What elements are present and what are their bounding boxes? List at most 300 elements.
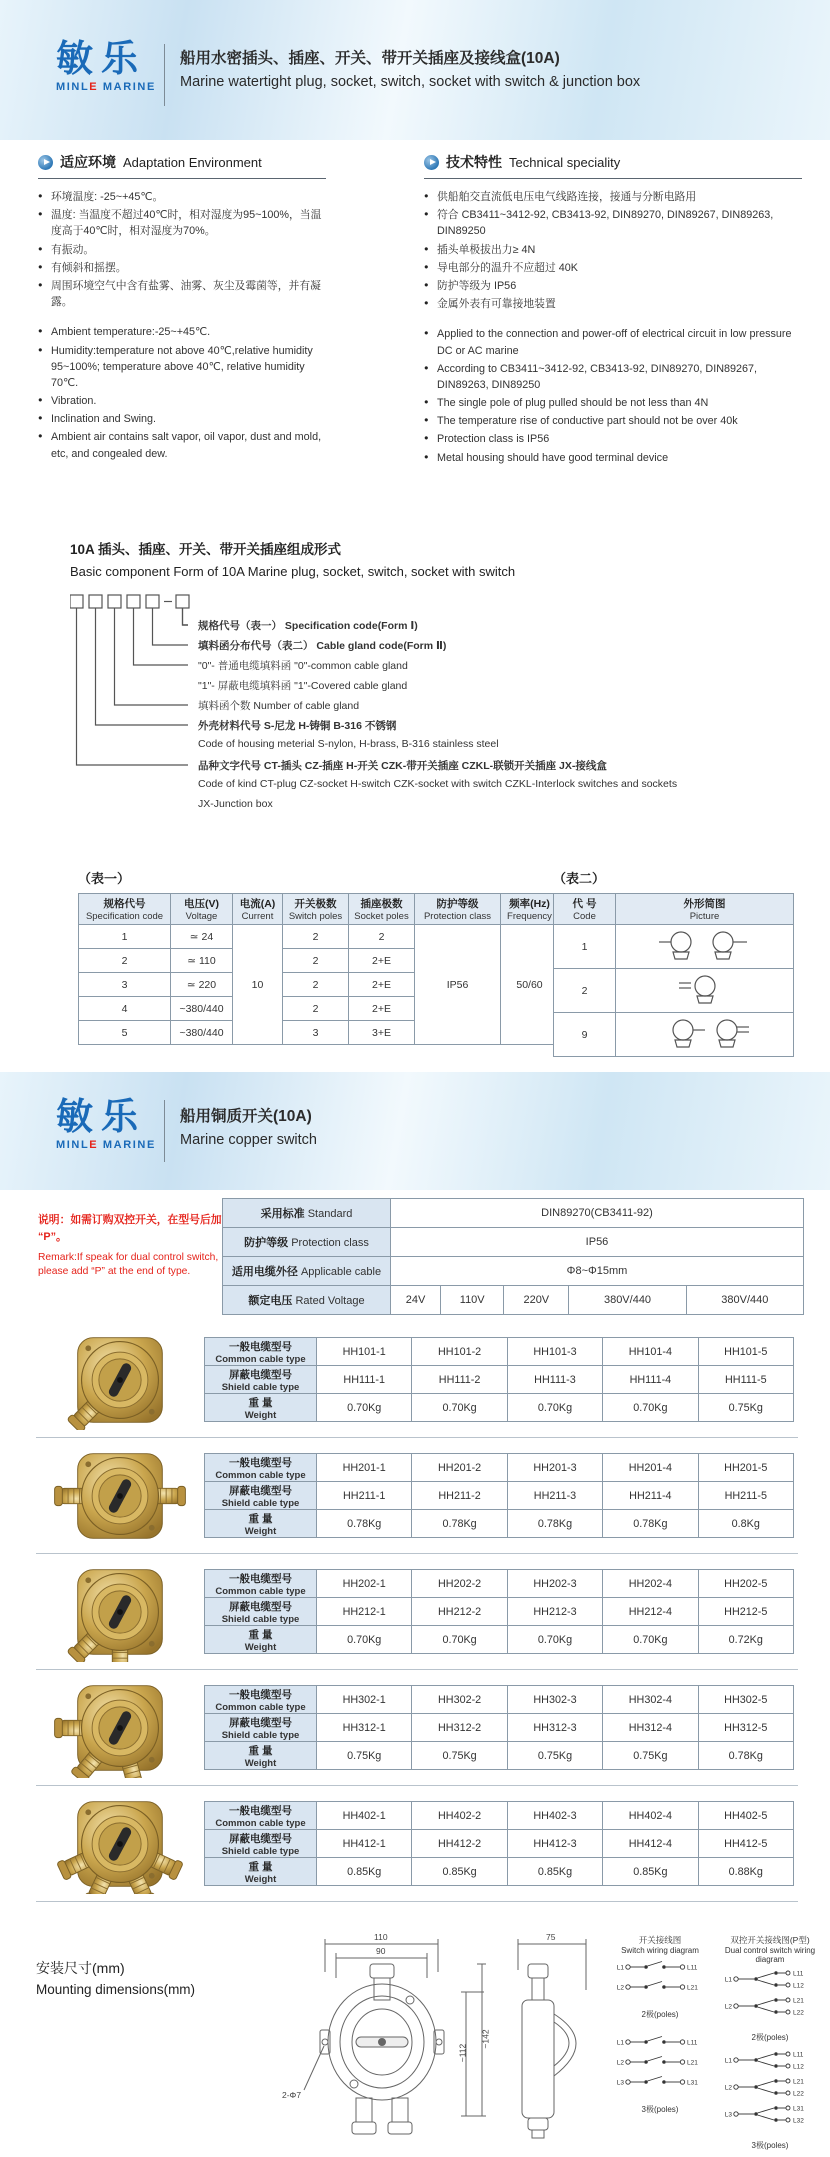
adaptation-list-cn [38,189,326,310]
svg-text:L31: L31 [793,2105,804,2113]
table-cell: HH111-5 [698,1366,793,1394]
table-cell: 2 [283,997,349,1021]
table-cell: HH412-4 [603,1830,698,1858]
front-view-svg [270,1930,500,2145]
table-cell: 0.85Kg [412,1858,507,1886]
col-header: 外形简图 Picture [616,894,794,925]
form2-table [553,893,794,1057]
adaptation-header [38,152,326,179]
table-cell: 0.78Kg [412,1510,507,1538]
table-cell: 0.70Kg [507,1626,602,1654]
dim-112: ~112 [457,2043,468,2063]
product-image [36,1561,204,1663]
table-cell: 380V/440 [686,1286,803,1315]
dim-142: ~142 [480,2029,491,2049]
wiring-pole [610,2074,710,2089]
svg-text:L12: L12 [793,2063,804,2071]
col-header: 开关极数 Switch poles [283,894,349,925]
table-cell: HH212-1 [317,1598,412,1626]
wiring-pole [610,1979,710,1994]
svg-text:L21: L21 [793,2078,804,2086]
row-header: 重 量 Weight [205,1742,317,1770]
list-item: ● Ambient air contains salt vapor, oil vapor, dust and mold, etc, and congealed dew. [38,429,326,461]
table-cell: 1 [554,925,616,969]
table-cell: 9 [554,1013,616,1057]
dual-3pole-diagram [716,2049,824,2130]
table-cell: 2 [79,949,171,973]
gland-layout-icon [657,1016,753,1050]
logo-en-part2: MARINE [98,81,156,93]
list-item: ● Protection class is IP56 [424,431,802,447]
col-header: 频率(Hz) Frequency [501,894,559,925]
table-cell: HH101-2 [412,1338,507,1366]
table-cell: HH201-1 [317,1454,412,1482]
svg-text:L12: L12 [793,1982,804,1990]
list-item: ● Ambient temperature:-25~+45℃. [38,324,326,340]
adaptation-list-en [38,324,326,462]
code-label [198,758,607,773]
page-title-cn: 船用水密插头、插座、开关、带开关插座及接线盒(10A) [180,50,560,67]
table-row [223,1199,804,1228]
row-header: 防护等级 Protection class [223,1228,391,1257]
logo-en-accent: E [89,81,99,93]
mounting-title-en: Mounting dimensions(mm) [36,1982,196,1997]
table-cell: HH402-1 [317,1802,412,1830]
table-cell: HH212-5 [698,1598,793,1626]
row-header: 采用标准 Standard [223,1199,391,1228]
table-cell: HH212-2 [412,1598,507,1626]
table-cell: ≃ 24 [171,925,233,949]
table-cell: 5 [79,1021,171,1045]
table-cell: HH202-5 [698,1570,793,1598]
svg-text:L2: L2 [724,2003,732,2011]
table-cell: 0.70Kg [507,1394,602,1422]
table-header-row [79,894,559,925]
section2-title-en: Marine copper switch [180,1132,317,1148]
table-row [79,925,559,949]
company-logo [56,1095,156,1151]
component-form-title-cn: 10A 插头、插座、开关、带开关插座组成形式 [70,542,342,557]
technical-section [424,152,802,468]
table-cell: HH412-1 [317,1830,412,1858]
table-cell: HH202-4 [603,1570,698,1598]
list-item: ● 插头单极拔出力≥ 4N [424,242,802,258]
table-cell: HH302-3 [507,1686,602,1714]
list-item: ● 金属外表有可靠接地装置 [424,296,802,312]
side-view-drawing [498,1930,598,2145]
col-header: 插座极数 Socket poles [349,894,415,925]
remark-cn: 说明：如需订购双控开关，在型号后加 “P”。 [38,1214,222,1244]
table-cell: HH212-4 [603,1598,698,1626]
product-row [36,1322,798,1438]
col-header: 电流(A) Current [233,894,283,925]
svg-text:L11: L11 [687,2039,698,2047]
dual-2pole-diagram [716,1968,824,2022]
code-label [198,618,418,633]
table-row [205,1858,794,1886]
svg-text:L11: L11 [793,2051,804,2059]
table-cell: 2 [283,973,349,997]
table-cell: 0.70Kg [317,1394,412,1422]
row-header: 一般电缆型号 Common cable type [205,1570,317,1598]
svg-text:L2: L2 [616,1984,624,1992]
table-cell: 0.78Kg [603,1510,698,1538]
table-cell: 0.75Kg [603,1742,698,1770]
code-diagram [70,593,800,833]
header-divider [164,44,165,106]
table-cell: 0.78Kg [507,1510,602,1538]
product-row [36,1554,798,1670]
mounting-title-cn: 安装尺寸(mm) [36,1960,125,1976]
table-cell: 2 [283,925,349,949]
code-label-text: 规格代号（表一） Specification code(Form Ⅰ) [198,620,418,632]
table-row [554,925,794,969]
table-cell: HH302-5 [698,1686,793,1714]
list-item: ● The single pole of plug pulled should be not less than 4N [424,395,802,411]
form1-table [78,893,559,1045]
table-cell: Φ8~Φ15mm [391,1257,804,1286]
table-cell: HH211-2 [412,1482,507,1510]
table-cell: HH201-5 [698,1454,793,1482]
product-table [204,1801,794,1886]
row-header: 屏蔽电缆型号 Shield cable type [205,1830,317,1858]
switch-2pole-diagram [608,1959,712,1999]
table-cell: 0.75Kg [507,1742,602,1770]
table-cell: 0.8Kg [698,1510,793,1538]
table-header-row [554,894,794,925]
code-label: 填料函个数 Number of cable gland [198,700,360,712]
remark-en: Remark:If speak for dual control switch, please add “P” at the end of type. [38,1251,219,1278]
component-form-title-en: Basic component Form of 10A Marine plug, socket, switch, socket with switch [70,564,516,579]
logo-en-text [56,1139,156,1151]
list-item: ● 符合 CB3411~3412-92, CB3413-92, DIN89270, DIN89267, DIN89263, DIN89250 [424,207,802,239]
list-item: ● Metal housing should have good terminal device [424,450,802,466]
svg-text:L32: L32 [793,2117,804,2125]
table-cell: DIN89270(CB3411-92) [391,1199,804,1228]
col-header: 防护等级 Protection class [415,894,501,925]
svg-text:L21: L21 [793,1997,804,2005]
table-cell: 2 [349,925,415,949]
section2-title-cn: 船用铜质开关(10A) [180,1108,312,1125]
row-header: 屏蔽电缆型号 Shield cable type [205,1366,317,1394]
dim-75: 75 [546,1932,556,1942]
switch-product-photo [45,1330,195,1430]
table-cell: HH412-5 [698,1830,793,1858]
table-cell: HH111-2 [412,1366,507,1394]
table-row [205,1626,794,1654]
table-cell: HH312-4 [603,1714,698,1742]
table-cell: ≃ 110 [171,949,233,973]
order-remark [38,1212,223,1280]
list-item: ● 环境温度: -25~+45℃。 [38,189,326,205]
switch-product-photo [45,1446,195,1546]
logo-en-part2: MARINE [98,1139,156,1151]
table-row [205,1570,794,1598]
table-cell: HH111-1 [317,1366,412,1394]
table-cell: HH201-3 [507,1454,602,1482]
code-label: JX-Junction box [198,798,273,810]
row-header: 屏蔽电缆型号 Shield cable type [205,1482,317,1510]
wiring-pole [610,2034,710,2049]
switch-product-photo [45,1678,195,1778]
table-row [205,1454,794,1482]
col-header: 规格代号 Specification code [79,894,171,925]
row-header: 一般电缆型号 Common cable type [205,1454,317,1482]
form1-section [78,868,559,1045]
table-cell: HH201-2 [412,1454,507,1482]
table-cell: 0.70Kg [317,1626,412,1654]
table-cell: 0.85Kg [603,1858,698,1886]
table-row [205,1338,794,1366]
table-cell: IP56 [415,925,501,1045]
list-item: ● According to CB3411~3412-92, CB3413-92, DIN89270, DIN89267, DIN89263, DIN89250 [424,361,802,393]
form2-caption: （表二） [553,871,606,886]
table-cell: HH201-4 [603,1454,698,1482]
list-item: ● The temperature rise of conductive part should not be over 40k [424,413,802,429]
table-cell: 0.85Kg [507,1858,602,1886]
wiring-pole [610,2054,710,2069]
table-cell: 0.88Kg [698,1858,793,1886]
code-label [198,718,396,733]
logo-en-part: MINL [56,1139,90,1151]
table-cell [616,925,794,969]
page-title-en: Marine watertight plug, socket, switch, socket with switch & junction box [180,74,641,90]
table-row [205,1394,794,1422]
product-image [36,1677,204,1779]
table-cell: ~380/440 [171,1021,233,1045]
svg-text:L31: L31 [687,2079,698,2087]
gland-layout-icon [657,972,753,1006]
table-cell: HH312-3 [507,1714,602,1742]
svg-text:L1: L1 [616,1964,624,1972]
product-table [204,1569,794,1654]
code-label: Code of housing meterial S-nylon, H-brass, B-316 stainless steel [198,738,499,750]
front-view-drawing [270,1930,500,2145]
table-cell: HH202-1 [317,1570,412,1598]
table-cell: 0.85Kg [317,1858,412,1886]
svg-text:L1: L1 [616,2039,624,2047]
code-label: "0"- 普通电缆填料函 "0"-common cable gland [198,660,408,672]
list-item: ● Inclination and Swing. [38,411,326,427]
list-item: ● 导电部分的温升不应超过 40K [424,260,802,276]
table-cell: HH402-4 [603,1802,698,1830]
table-cell: HH101-1 [317,1338,412,1366]
technical-list-en [424,326,802,466]
svg-text:L22: L22 [793,2090,804,2098]
spec-table-section [222,1198,804,1315]
table-cell: HH312-5 [698,1714,793,1742]
table-cell: ~380/440 [171,997,233,1021]
technical-title-cn: 技术特性 [446,154,502,170]
row-header: 屏蔽电缆型号 Shield cable type [205,1598,317,1626]
section-arrow-icon [38,155,53,170]
product-table [204,1685,794,1770]
table-cell: HH111-3 [507,1366,602,1394]
side-view-svg [498,1930,598,2145]
dual-wiring-title-en: Dual control switch wiring diagram [724,1946,816,1964]
dual-wiring-column [716,1934,824,2151]
svg-text:L22: L22 [793,2009,804,2017]
wiring-pole [718,2049,822,2071]
product-table [204,1337,794,1422]
table-cell: 0.70Kg [603,1394,698,1422]
wiring-pole [610,1959,710,1974]
list-item: ● 防护等级为 IP56 [424,278,802,294]
table-row [223,1286,804,1315]
product-list [36,1322,798,1902]
svg-text:L2: L2 [616,2059,624,2067]
table-cell: HH312-1 [317,1714,412,1742]
code-label: Code of kind CT-plug CZ-socket H-switch CZK-socket with switch CZKL-Interlock switches and sockets [198,778,678,790]
table-cell: 2 [283,949,349,973]
wiring-pole [718,1968,822,1990]
logo-cn-text: 敏乐 [56,1095,146,1138]
section-arrow-icon [424,155,439,170]
table-cell: ≃ 220 [171,973,233,997]
table-row [205,1714,794,1742]
row-header: 重 量 Weight [205,1394,317,1422]
table-cell: HH202-2 [412,1570,507,1598]
product-image [36,1793,204,1895]
product-image [36,1329,204,1431]
row-header: 一般电缆型号 Common cable type [205,1686,317,1714]
table-cell: HH202-3 [507,1570,602,1598]
wiring-pole [718,1995,822,2017]
table-cell: HH412-3 [507,1830,602,1858]
switch-wiring-title-en: Switch wiring diagram [621,1946,699,1955]
table-row [205,1686,794,1714]
svg-text:L3: L3 [616,2079,624,2087]
code-label-text: 外壳材料代号 S-尼龙 H-铸铜 B-316 不锈钢 [198,720,397,732]
product-row [36,1670,798,1786]
table-cell: HH111-4 [603,1366,698,1394]
table-cell: 0.75Kg [412,1742,507,1770]
gland-layout-icon [657,928,753,962]
spec-table [222,1198,804,1315]
table-row [205,1742,794,1770]
form1-caption: （表一） [78,871,131,886]
adaptation-title-en: Adaptation Environment [123,154,262,170]
logo-en-part: MINL [56,81,90,93]
table-row [554,1013,794,1057]
table-cell: 380V/440 [569,1286,686,1315]
table-row [205,1510,794,1538]
component-form-section [70,538,800,833]
code-label-text: 品种文字代号 CT-插头 CZ-插座 H-开关 CZK-带开关插座 CZKL-联锁开关插座 JX-接线盒 [198,760,607,772]
table-row [205,1366,794,1394]
product-row [36,1438,798,1554]
list-item: ● 温度: 当温度不超过40℃时，相对湿度为95~100%，当温度高于40℃时，相对湿度为70%。 [38,207,326,239]
logo-cn-text: 敏乐 [56,37,146,80]
table-cell: HH212-3 [507,1598,602,1626]
adaptation-section [38,152,326,464]
table-cell: 2+E [349,973,415,997]
table-cell: 24V [391,1286,441,1315]
table-cell: 3 [283,1021,349,1045]
table-cell: 50/60 [501,925,559,1045]
code-label-text: 填料函分布代号（表二） Cable gland code(Form Ⅱ) [198,640,447,652]
col-header: 电压(V) Voltage [171,894,233,925]
table-row [223,1228,804,1257]
poles-label: 3极(poles) [751,2141,789,2150]
table-cell: 1 [79,925,171,949]
table-row [205,1598,794,1626]
code-label [198,638,446,653]
table-cell: HH302-1 [317,1686,412,1714]
switch-product-photo [45,1794,195,1894]
table-cell: HH211-3 [507,1482,602,1510]
table-cell: HH412-2 [412,1830,507,1858]
row-header: 一般电缆型号 Common cable type [205,1338,317,1366]
technical-header [424,152,802,179]
table-row [223,1257,804,1286]
list-item: ● Applied to the connection and power-off of electrical circuit in low pressure DC or AC marine [424,326,802,358]
list-item: ● 供船舶交直流低电压电气线路连接，接通与分断电路用 [424,189,802,205]
table-cell: HH312-2 [412,1714,507,1742]
svg-text:L3: L3 [724,2111,732,2119]
list-item: ● Humidity:temperature not above 40℃,relative humidity 95~100%; temperature above 40℃, relative humidity 70℃. [38,343,326,392]
row-header: 重 量 Weight [205,1858,317,1886]
header-band [0,0,830,140]
table-cell: HH211-5 [698,1482,793,1510]
row-header: 重 量 Weight [205,1510,317,1538]
table-cell: HH211-1 [317,1482,412,1510]
table-cell: 0.78Kg [698,1742,793,1770]
table-cell: HH402-2 [412,1802,507,1830]
table-cell: IP56 [391,1228,804,1257]
poles-label: 2极(poles) [751,2033,789,2042]
table-cell: 3+E [349,1021,415,1045]
dim-110: 110 [374,1932,388,1942]
product-table [204,1453,794,1538]
wiring-pole [718,2103,822,2125]
table-cell: 2 [554,969,616,1013]
row-header: 重 量 Weight [205,1626,317,1654]
table-cell: 2+E [349,949,415,973]
dim-90: 90 [376,1946,386,1956]
row-header: 一般电缆型号 Common cable type [205,1802,317,1830]
switch-wiring-title-cn: 开关接线图 [638,1935,682,1945]
row-header: 额定电压 Rated Voltage [223,1286,391,1315]
table-row [205,1830,794,1858]
table-cell: HH101-3 [507,1338,602,1366]
technical-title-en: Technical speciality [509,154,621,170]
svg-text:L1: L1 [724,1976,732,1984]
table-cell: 4 [79,997,171,1021]
table-cell: HH302-2 [412,1686,507,1714]
table-cell: HH402-5 [698,1802,793,1830]
switch-3pole-diagram [608,2034,712,2094]
table-cell: HH101-5 [698,1338,793,1366]
table-cell: HH211-4 [603,1482,698,1510]
code-diagram-lines [70,593,800,833]
table-cell: 0.70Kg [603,1626,698,1654]
wiring-pole [718,2076,822,2098]
poles-label: 3极(poles) [641,2105,679,2114]
product-image [36,1445,204,1547]
table-cell: 0.72Kg [698,1626,793,1654]
row-header: 屏蔽电缆型号 Shield cable type [205,1714,317,1742]
list-item: ● 有倾斜和摇摆。 [38,260,326,276]
svg-text:L2: L2 [724,2084,732,2092]
poles-label: 2极(poles) [641,2010,679,2019]
svg-text:L11: L11 [793,1970,804,1978]
table-cell: 220V [504,1286,569,1315]
table-cell: 0.70Kg [412,1394,507,1422]
svg-text:L21: L21 [687,1984,698,1992]
table-cell: HH302-4 [603,1686,698,1714]
table-cell: 2+E [349,997,415,1021]
